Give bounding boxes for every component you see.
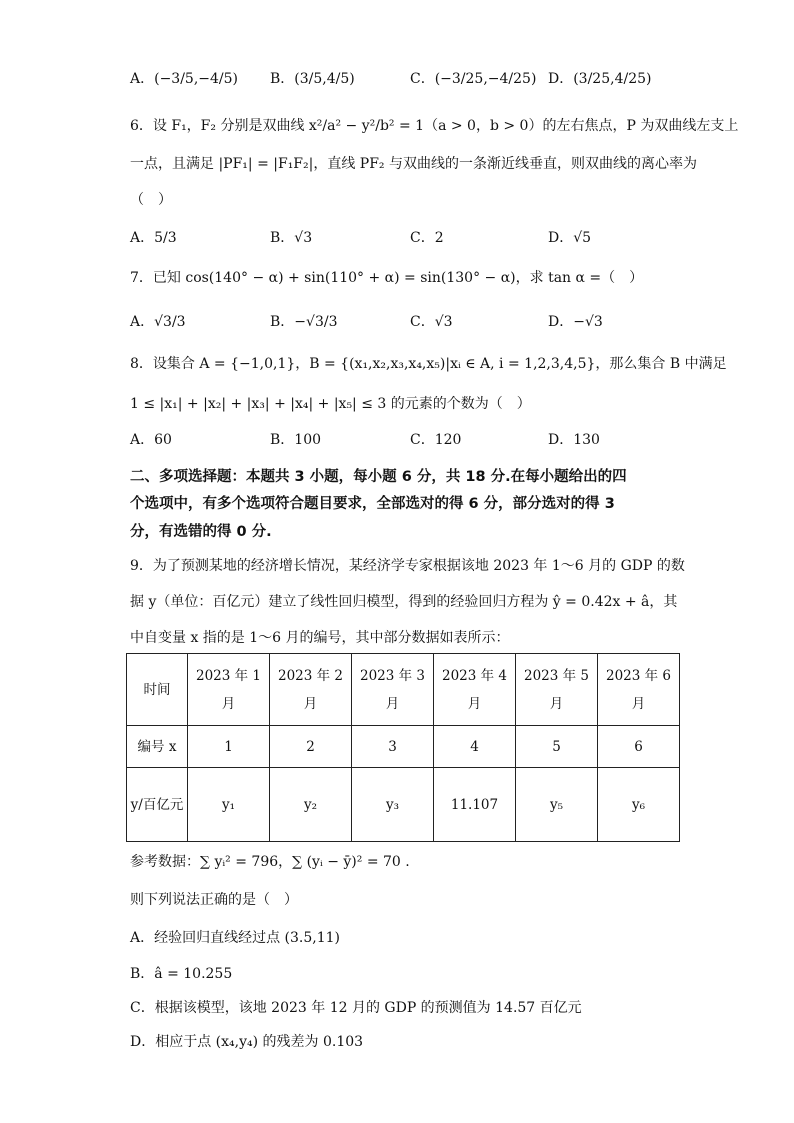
q6-line-3: （ ） [130,192,172,208]
q9-reference-data: 参考数据：∑ yᵢ² = 796，∑ (yᵢ − ȳ)² = 70 . [130,854,410,870]
q8-line-2: 1 ≤ |x₁| + |x₂| + |x₃| + |x₄| + |x₅| ≤ 3 的元素的个数为（ ） [130,396,531,412]
table-row-id [127,726,680,768]
q6-option-d: D．√5 [548,230,592,246]
q8-option-b: B．100 [270,432,322,448]
table-cell-month-5: 2023 年 5 月 [516,654,598,726]
section-2-heading-line-3: 分，有选错的得 0 分. [130,524,272,540]
table-cell-y-1: y₁ [188,768,270,842]
table-cell-id-5: 5 [516,726,598,768]
q8-option-d: D．130 [548,432,600,448]
table-cell-id-6: 6 [598,726,680,768]
table-head-id: 编号 x [127,726,188,768]
q7-line-1: 7．已知 cos(140° − α) + sin(110° + α) = sin(130° − α)，求 tan α =（ ） [130,270,644,286]
table-cell-month-3: 2023 年 3 月 [352,654,434,726]
q9-option-a: A．经验回归直线经过点 (3.5,11) [130,930,341,946]
section-2-heading-line-1: 二、多项选择题：本题共 3 小题，每小题 6 分，共 18 分.在每小题给出的四 [130,469,627,485]
q7-option-d: D．−√3 [548,314,603,330]
q5-option-b: B．(3/5,4/5) [270,71,355,87]
gdp-table [126,653,680,842]
table-row-time [127,654,680,726]
q6-line-1: 6．设 F₁，F₂ 分别是双曲线 x²/a² − y²/b² = 1（a > 0，b > 0）的左右焦点，P 为双曲线左支上 [130,118,739,134]
q9-line-3: 中自变量 x 指的是 1～6 月的编号，其中部分数据如表所示： [130,630,510,646]
table-cell-id-3: 3 [352,726,434,768]
q7-option-b: B．−√3/3 [270,314,338,330]
table-cell-y-5: y₅ [516,768,598,842]
q8-option-c: C．120 [410,432,462,448]
table-row-y [127,768,680,842]
q9-question: 则下列说法正确的是（ ） [130,892,298,908]
q6-option-b: B．√3 [270,230,313,246]
q8-line-1: 8．设集合 A = {−1,0,1}，B = {(x₁,x₂,x₃,x₄,x₅)|xᵢ ∈ A, i = 1,2,3,4,5}，那么集合 B 中满足 [130,356,727,372]
table-cell-y-3: y₃ [352,768,434,842]
table-cell-month-2: 2023 年 2 月 [270,654,352,726]
section-2-heading-line-2: 个选项中，有多个选项符合题目要求，全部选对的得 6 分，部分选对的得 3 [130,496,615,512]
table-cell-y-2: y₂ [270,768,352,842]
q9-line-2: 据 y（单位：百亿元）建立了线性回归模型，得到的经验回归方程为 ŷ = 0.42x + â，其 [130,594,678,610]
q6-line-2: 一点，且满足 |PF₁| = |F₁F₂|，直线 PF₂ 与双曲线的一条渐近线垂直，则双曲线的离心率为 [130,156,697,172]
table-cell-id-4: 4 [434,726,516,768]
table-cell-id-2: 2 [270,726,352,768]
table-cell-month-1: 2023 年 1 月 [188,654,270,726]
table-head-y: y/百亿元 [127,768,188,842]
q5-option-c: C．(−3/25,−4/25) [410,71,537,87]
q9-option-d: D．相应于点 (x₄,y₄) 的残差为 0.103 [130,1034,364,1050]
q7-option-c: C．√3 [410,314,453,330]
q9-option-b: B．â = 10.255 [130,966,233,982]
table-head-time: 时间 [127,654,188,726]
q6-option-c: C．2 [410,230,444,246]
q8-option-a: A．60 [130,432,172,448]
q7-option-a: A．√3/3 [130,314,186,330]
q6-option-a: A．5/3 [130,230,177,246]
table-cell-month-4: 2023 年 4 月 [434,654,516,726]
q5-option-d: D．(3/25,4/25) [548,71,652,87]
table-cell-id-1: 1 [188,726,270,768]
table-cell-y-6: y₆ [598,768,680,842]
q9-option-c: C．根据该模型，该地 2023 年 12 月的 GDP 的预测值为 14.57 百亿元 [130,1000,582,1016]
q5-option-a: A．(−3/5,−4/5) [130,71,239,87]
table-cell-y-4: 11.107 [434,768,516,842]
q9-line-1: 9．为了预测某地的经济增长情况，某经济学专家根据该地 2023 年 1～6 月的 GDP 的数 [130,558,685,574]
table-cell-month-6: 2023 年 6 月 [598,654,680,726]
